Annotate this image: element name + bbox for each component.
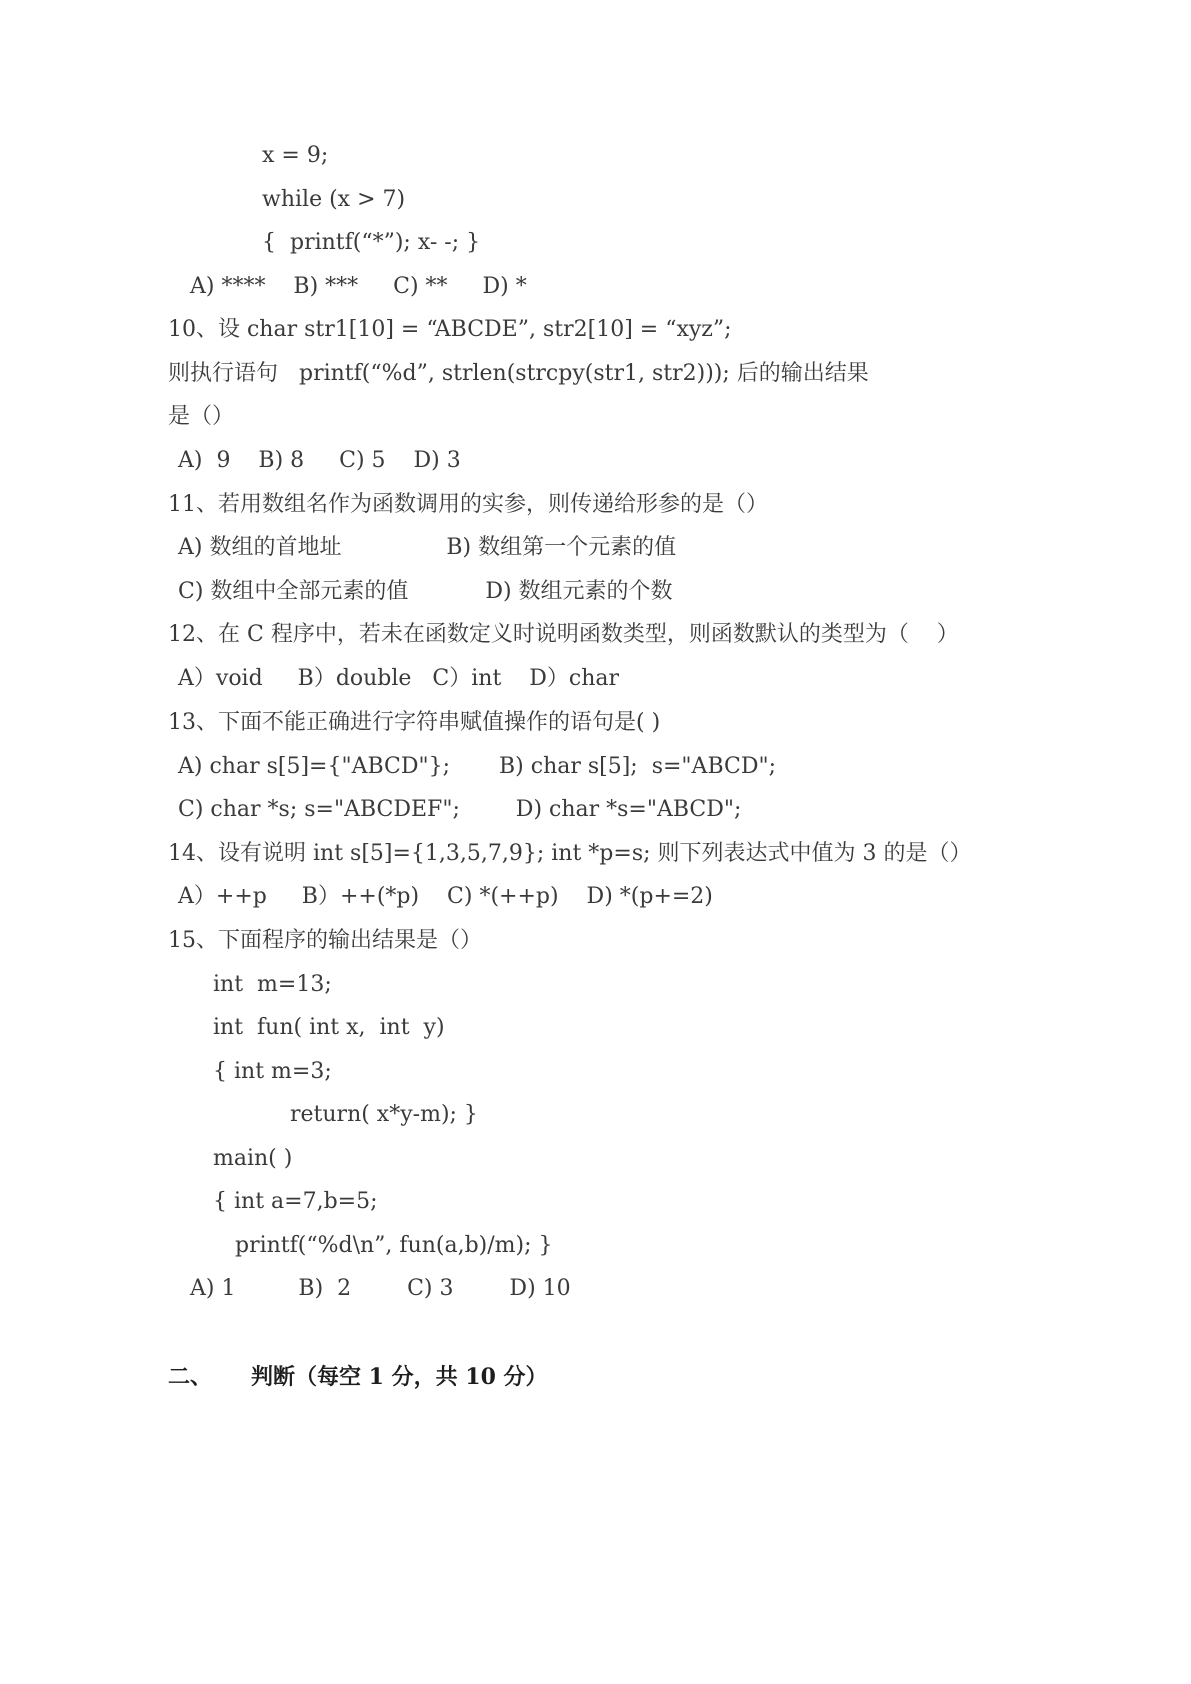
q15-code-global-m: int m=13; (213, 972, 332, 997)
section-title: 判断（每空 1 分，共 10 分） (251, 1364, 548, 1390)
q12-stem: 12、在 C 程序中，若未在函数定义时说明函数类型，则函数默认的类型为（ ） (168, 622, 959, 647)
q9-options: A) **** B) *** C) ** D) * (190, 274, 527, 299)
q12-options: A）void B）double C）int D）char (178, 666, 620, 691)
q10-stem-line1: 10、设 char str1[10] = “ABCDE”, str2[10] = “xyz”; (168, 317, 732, 342)
q15-options: A) 1 B) 2 C) 3 D) 10 (190, 1276, 571, 1301)
q15-code-main-vars: { int a=7,b=5; (213, 1189, 378, 1214)
q14-options: A）++p B）++(*p) C) *(++p) D) *(p+=2) (178, 884, 713, 909)
code-line-assign-x: x = 9; (262, 143, 329, 168)
code-line-while: while (x > 7) (262, 187, 406, 212)
q11-options-row1: A) 数组的首地址 B) 数组第一个元素的值 (178, 535, 677, 560)
q15-code-fun-return: return( x*y-m); } (290, 1102, 478, 1127)
q15-code-fun-signature: int fun( int x, int y) (213, 1015, 445, 1040)
q13-stem: 13、下面不能正确进行字符串赋值操作的语句是( ) (168, 710, 661, 735)
q15-code-fun-local-m: { int m=3; (213, 1059, 332, 1084)
q10-stem-line2: 则执行语句 printf(“%d”, strlen(strcpy(str1, str2))); 后的输出结果 (168, 361, 869, 386)
q14-stem: 14、设有说明 int s[5]={1,3,5,7,9}; int *p=s; 则下列表达式中值为 3 的是（） (168, 841, 972, 866)
code-line-loop-body: { printf(“*”); x- -; } (262, 230, 481, 255)
q11-options-row2: C) 数组中全部元素的值 D) 数组元素的个数 (178, 579, 673, 604)
q11-stem: 11、若用数组名作为函数调用的实参，则传递给形参的是（） (168, 492, 768, 517)
q10-stem-line3: 是（） (168, 404, 235, 429)
q10-options: A) 9 B) 8 C) 5 D) 3 (178, 448, 461, 473)
q13-options-row2: C) char *s; s="ABCDEF"; D) char *s="ABCD"; (178, 797, 742, 822)
q13-options-row1: A) char s[5]={"ABCD"}; B) char s[5]; s="ABCD"; (178, 754, 777, 779)
q15-code-main-printf: printf(“%d\n”, fun(a,b)/m); } (235, 1233, 553, 1258)
q15-code-main: main( ) (213, 1146, 293, 1171)
q15-stem: 15、下面程序的输出结果是（） (168, 928, 482, 953)
section-number: 二、 (168, 1364, 213, 1390)
